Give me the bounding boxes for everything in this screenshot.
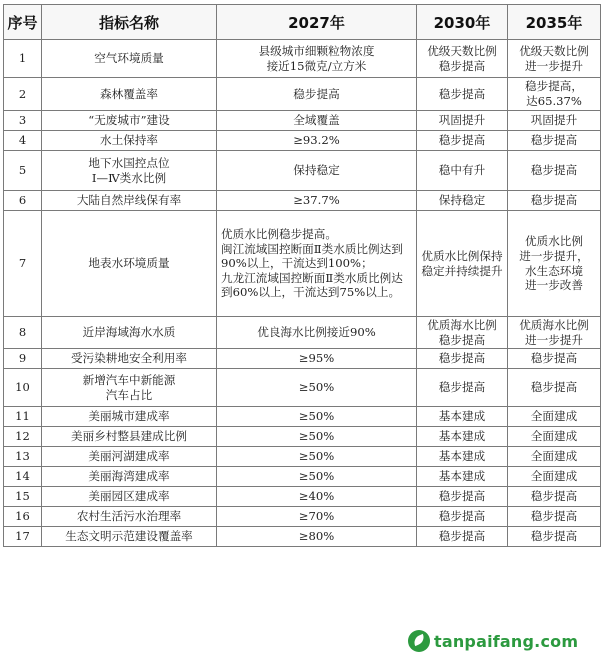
target-2030-cell: 基本建成	[417, 467, 508, 487]
header-index: 序号	[4, 5, 42, 40]
header-2030: 2030年	[417, 5, 508, 40]
target-2035-cell: 优质海水比例 进一步提升	[508, 317, 601, 349]
table-row	[4, 467, 601, 487]
row-index-cell: 2	[4, 78, 42, 111]
target-2027-cell: ≥40%	[217, 487, 417, 507]
target-2030-cell: 优级天数比例 稳步提高	[417, 40, 508, 78]
indicator-name-cell: 新增汽车中新能源 汽车占比	[42, 369, 217, 407]
target-2035-cell: 稳步提高	[508, 151, 601, 191]
indicator-name-cell: 水土保持率	[42, 131, 217, 151]
target-2027-cell: 保持稳定	[217, 151, 417, 191]
row-index-cell: 6	[4, 191, 42, 211]
table-row	[4, 211, 601, 317]
target-2030-cell: 基本建成	[417, 447, 508, 467]
row-index-cell: 10	[4, 369, 42, 407]
target-2035-cell: 稳步提高	[508, 527, 601, 547]
target-2027-cell: ≥50%	[217, 467, 417, 487]
indicator-name-cell: 近岸海域海水水质	[42, 317, 217, 349]
indicator-name-cell: “无废城市”建设	[42, 111, 217, 131]
target-2030-cell: 稳步提高	[417, 527, 508, 547]
table-row	[4, 447, 601, 467]
target-2027-cell: ≥50%	[217, 447, 417, 467]
watermark-text: tanpaifang.com	[434, 631, 579, 651]
target-2027-cell: ≥80%	[217, 527, 417, 547]
table-row	[4, 349, 601, 369]
target-2027-cell: 县级城市细颗粒物浓度 接近15微克/立方米	[217, 40, 417, 78]
target-2030-cell: 优质海水比例 稳步提高	[417, 317, 508, 349]
row-index-cell: 13	[4, 447, 42, 467]
indicator-name-cell: 大陆自然岸线保有率	[42, 191, 217, 211]
indicator-name-cell: 美丽海湾建成率	[42, 467, 217, 487]
target-2030-cell: 基本建成	[417, 407, 508, 427]
target-2035-cell: 全面建成	[508, 427, 601, 447]
target-2035-cell: 全面建成	[508, 407, 601, 427]
indicator-name-cell: 地表水环境质量	[42, 211, 217, 317]
row-index-cell: 4	[4, 131, 42, 151]
indicator-name-cell: 受污染耕地安全利用率	[42, 349, 217, 369]
row-index-cell: 12	[4, 427, 42, 447]
row-index-cell: 9	[4, 349, 42, 369]
target-2027-cell: ≥37.7%	[217, 191, 417, 211]
table-row	[4, 40, 601, 78]
table-row	[4, 487, 601, 507]
row-index-cell: 3	[4, 111, 42, 131]
leaf-logo-icon	[408, 630, 430, 652]
row-index-cell: 15	[4, 487, 42, 507]
target-2030-cell: 优质水比例保持 稳定并持续提升	[417, 211, 508, 317]
indicator-table	[3, 4, 601, 547]
target-2027-cell: 全域覆盖	[217, 111, 417, 131]
table-row	[4, 527, 601, 547]
target-2027-cell: 优质水比例稳步提高。 闽江流域国控断面Ⅱ类水质比例达到90%以上，干流达到100%； 九龙江流域国控断面Ⅱ类水质比例达到60%以上，干流达到75%以上。	[217, 211, 417, 317]
row-index-cell: 1	[4, 40, 42, 78]
indicator-name-cell: 美丽乡村整县建成比例	[42, 427, 217, 447]
header-row	[4, 5, 601, 40]
target-2027-cell: ≥50%	[217, 427, 417, 447]
target-2035-cell: 巩固提升	[508, 111, 601, 131]
target-2030-cell: 稳步提高	[417, 369, 508, 407]
row-index-cell: 14	[4, 467, 42, 487]
target-2035-cell: 稳步提高	[508, 349, 601, 369]
indicator-name-cell: 农村生活污水治理率	[42, 507, 217, 527]
row-index-cell: 11	[4, 407, 42, 427]
target-2035-cell: 稳步提高	[508, 369, 601, 407]
target-2027-cell: ≥95%	[217, 349, 417, 369]
target-2027-cell: ≥93.2%	[217, 131, 417, 151]
target-2035-cell: 稳步提高	[508, 131, 601, 151]
indicator-name-cell: 地下水国控点位 Ⅰ—Ⅳ类水比例	[42, 151, 217, 191]
table-row	[4, 427, 601, 447]
indicator-name-cell: 美丽河湖建成率	[42, 447, 217, 467]
target-2027-cell: 稳步提高	[217, 78, 417, 111]
target-2035-cell: 稳步提高	[508, 191, 601, 211]
table-row	[4, 151, 601, 191]
row-index-cell: 17	[4, 527, 42, 547]
target-2030-cell: 巩固提升	[417, 111, 508, 131]
target-2035-cell: 稳步提高	[508, 487, 601, 507]
target-2035-cell: 稳步提高， 达65.37%	[508, 78, 601, 111]
table-row	[4, 317, 601, 349]
indicator-name-cell: 美丽园区建成率	[42, 487, 217, 507]
table-row	[4, 407, 601, 427]
indicator-name-cell: 空气环境质量	[42, 40, 217, 78]
row-index-cell: 8	[4, 317, 42, 349]
row-index-cell: 7	[4, 211, 42, 317]
table-row	[4, 369, 601, 407]
target-2027-cell: 优良海水比例接近90%	[217, 317, 417, 349]
header-indicator-name: 指标名称	[42, 5, 217, 40]
target-2030-cell: 稳步提高	[417, 507, 508, 527]
target-2027-cell: ≥50%	[217, 407, 417, 427]
table-row	[4, 507, 601, 527]
target-2030-cell: 稳步提高	[417, 487, 508, 507]
row-index-cell: 16	[4, 507, 42, 527]
header-2027: 2027年	[217, 5, 417, 40]
table-row	[4, 78, 601, 111]
target-2035-cell: 稳步提高	[508, 507, 601, 527]
target-2030-cell: 稳中有升	[417, 151, 508, 191]
indicator-name-cell: 生态文明示范建设覆盖率	[42, 527, 217, 547]
indicator-name-cell: 美丽城市建成率	[42, 407, 217, 427]
table-row	[4, 191, 601, 211]
table-row	[4, 131, 601, 151]
target-2030-cell: 稳步提高	[417, 78, 508, 111]
target-2027-cell: ≥50%	[217, 369, 417, 407]
indicator-name-cell: 森林覆盖率	[42, 78, 217, 111]
table-row	[4, 111, 601, 131]
target-2035-cell: 优级天数比例 进一步提升	[508, 40, 601, 78]
target-2035-cell: 全面建成	[508, 467, 601, 487]
target-2030-cell: 保持稳定	[417, 191, 508, 211]
target-2035-cell: 全面建成	[508, 447, 601, 467]
header-2035: 2035年	[508, 5, 601, 40]
table-body	[4, 40, 601, 547]
target-2027-cell: ≥70%	[217, 507, 417, 527]
watermark	[408, 628, 604, 654]
row-index-cell: 5	[4, 151, 42, 191]
target-2030-cell: 稳步提高	[417, 349, 508, 369]
target-2035-cell: 优质水比例 进一步提升， 水生态环境 进一步改善	[508, 211, 601, 317]
target-2030-cell: 稳步提高	[417, 131, 508, 151]
target-2030-cell: 基本建成	[417, 427, 508, 447]
